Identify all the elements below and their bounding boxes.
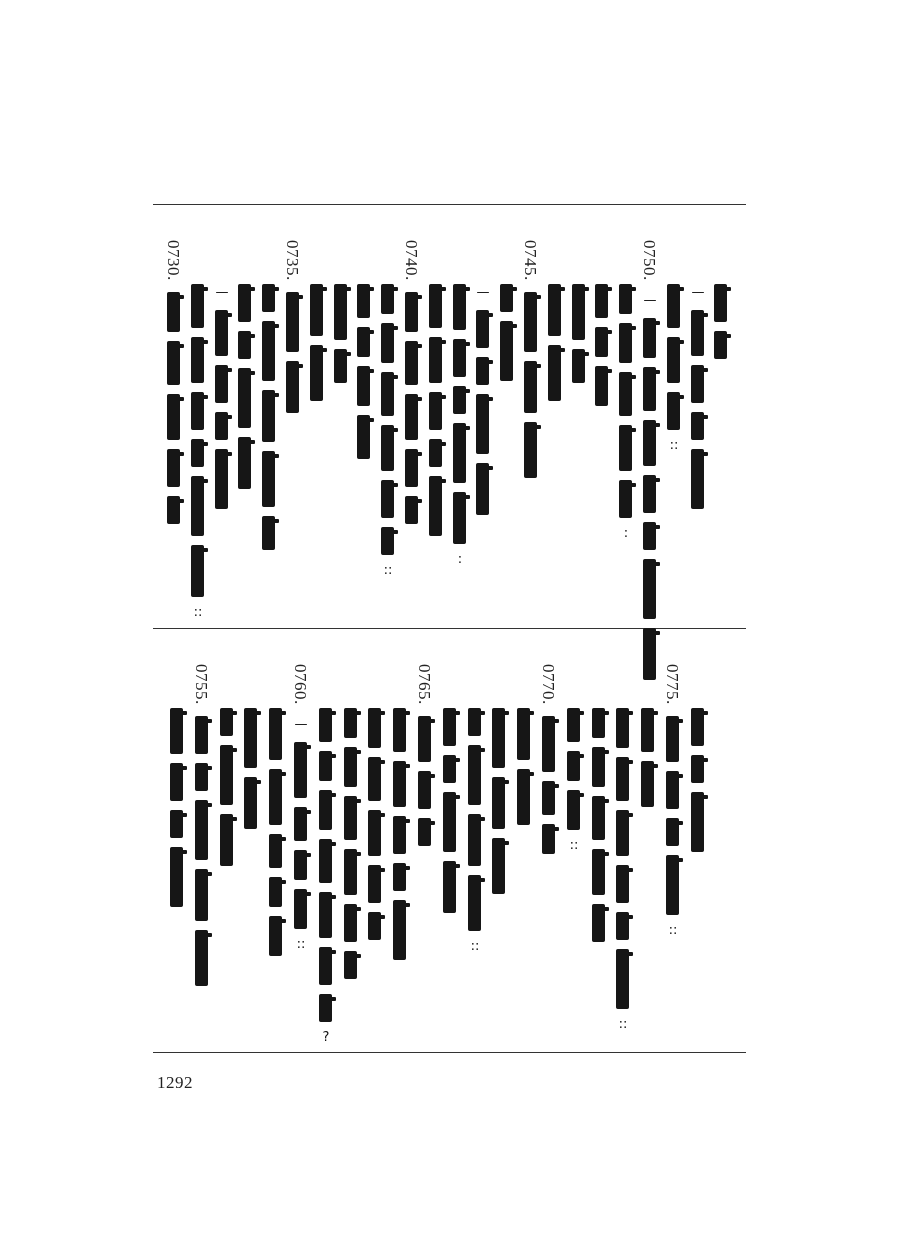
mongolian-word-glyph [170, 847, 183, 907]
mongolian-word-glyph [381, 425, 394, 471]
mongolian-word-glyph [643, 522, 656, 550]
mongolian-word-glyph [476, 394, 489, 454]
mongolian-word-glyph [262, 516, 275, 550]
mongolian-word-glyph [592, 708, 605, 738]
text-column [257, 240, 281, 640]
mongolian-word-glyph [691, 449, 704, 509]
question-mark: ? [322, 1030, 330, 1045]
mongolian-word-glyph [500, 321, 513, 381]
mongolian-word-glyph [368, 708, 381, 748]
mongolian-word-glyph [215, 412, 228, 440]
mongolian-word-glyph [195, 763, 208, 791]
mongolian-word-glyph [418, 771, 431, 809]
text-column [329, 240, 353, 640]
mongolian-word-glyph [167, 292, 180, 332]
mongolian-word-glyph [215, 449, 228, 509]
mongolian-word-glyph [476, 357, 489, 385]
text-column [686, 664, 710, 1064]
mongolian-word-glyph [344, 747, 357, 787]
mongolian-word-glyph [294, 889, 307, 929]
text-column [590, 240, 614, 640]
text-column [614, 240, 638, 640]
mongolian-word-glyph [666, 771, 679, 809]
punctuation-mark: :: [669, 438, 679, 453]
mongolian-word-glyph [238, 331, 251, 359]
text-column [190, 664, 214, 1064]
text-column [587, 664, 611, 1064]
mongolian-word-glyph [468, 745, 481, 805]
text-column [438, 664, 462, 1064]
mongolian-word-glyph [269, 708, 282, 760]
mongolian-word-glyph [238, 368, 251, 428]
mongolian-word-glyph [393, 761, 406, 807]
mongolian-word-glyph [244, 708, 257, 768]
text-column [352, 240, 376, 640]
mongolian-word-glyph [310, 284, 323, 336]
mongolian-word-glyph [319, 892, 332, 938]
punctuation-mark: :: [296, 937, 306, 952]
mongolian-word-glyph [643, 420, 656, 466]
mongolian-word-glyph [643, 318, 656, 358]
page-number: 1292 [157, 1073, 193, 1092]
mongolian-word-glyph [368, 865, 381, 903]
mongolian-word-glyph [691, 792, 704, 852]
mongolian-word-glyph [195, 930, 208, 986]
mongolian-word-glyph [418, 716, 431, 762]
mongolian-word-glyph [492, 777, 505, 829]
text-column [537, 664, 561, 1064]
mongolian-word-glyph [542, 781, 555, 815]
mongolian-word-glyph [691, 310, 704, 356]
mongolian-word-glyph [542, 824, 555, 854]
mongolian-word-glyph [262, 284, 275, 312]
mongolian-word-glyph [595, 366, 608, 406]
text-column [210, 240, 234, 640]
mongolian-word-glyph [393, 900, 406, 960]
mongolian-word-glyph [195, 716, 208, 754]
mongolian-word-glyph [453, 386, 466, 414]
mongolian-word-glyph [344, 951, 357, 979]
mongolian-word-glyph [405, 394, 418, 440]
mongolian-word-glyph [310, 345, 323, 401]
mongolian-word-glyph [319, 790, 332, 830]
mongolian-word-glyph [492, 838, 505, 894]
mongolian-word-glyph [393, 816, 406, 854]
mongolian-word-glyph [319, 839, 332, 883]
text-column [314, 664, 338, 1064]
text-column [463, 664, 487, 1064]
mongolian-word-glyph [269, 916, 282, 956]
text-column [448, 240, 472, 640]
mongolian-word-glyph [368, 757, 381, 801]
mongolian-word-glyph [294, 742, 307, 798]
punctuation-mark: : [457, 552, 463, 567]
mongolian-word-glyph [524, 361, 537, 413]
mongolian-word-glyph [262, 451, 275, 507]
mongolian-word-glyph [643, 475, 656, 513]
mongolian-word-glyph [572, 349, 585, 383]
mongolian-word-glyph [714, 331, 727, 359]
mongolian-word-glyph [616, 949, 629, 1009]
mongolian-word-glyph [334, 349, 347, 383]
mongolian-word-glyph [429, 476, 442, 536]
entry-number: 0770. [539, 664, 558, 705]
mongolian-word-glyph [572, 284, 585, 340]
mongolian-word-glyph [592, 904, 605, 942]
mongolian-word-glyph [667, 392, 680, 430]
mongolian-word-glyph [641, 708, 654, 752]
mongolian-word-glyph [357, 366, 370, 406]
text-column [662, 240, 686, 640]
mongolian-word-glyph [344, 904, 357, 942]
mongolian-word-glyph [542, 716, 555, 772]
mongolian-word-glyph [167, 496, 180, 524]
mongolian-word-glyph [262, 321, 275, 381]
mongolian-word-glyph [567, 751, 580, 781]
mongolian-word-glyph [344, 708, 357, 738]
text-column [543, 240, 567, 640]
punctuation-mark: :: [668, 923, 678, 938]
mongolian-word-glyph [429, 439, 442, 467]
mongolian-word-glyph [319, 708, 332, 742]
mongolian-word-glyph [405, 341, 418, 385]
text-column [339, 664, 363, 1064]
mongolian-word-glyph [691, 755, 704, 783]
entry-number: 0730. [164, 240, 183, 281]
punctuation-mark: :: [470, 939, 480, 954]
mongolian-word-glyph [170, 708, 183, 754]
text-column [233, 240, 257, 640]
mongolian-word-glyph [381, 480, 394, 518]
mongolian-word-glyph [595, 284, 608, 318]
mongolian-word-glyph [517, 769, 530, 825]
text-column [519, 240, 543, 640]
mongolian-word-glyph [294, 807, 307, 841]
mongolian-word-glyph [429, 284, 442, 328]
mongolian-word-glyph [616, 912, 629, 940]
mongolian-word-glyph [619, 480, 632, 518]
mongolian-word-glyph [191, 392, 204, 430]
entry-number: 0745. [521, 240, 540, 281]
top-rule [153, 204, 746, 205]
mongolian-word-glyph [616, 810, 629, 856]
mongolian-word-glyph [517, 708, 530, 760]
mongolian-word-glyph [691, 708, 704, 746]
mongolian-word-glyph [381, 284, 394, 314]
entry-number: 0740. [402, 240, 421, 281]
text-column [162, 240, 186, 640]
punctuation-mark: :: [569, 838, 579, 853]
dash-mark: — [643, 293, 657, 308]
mongolian-word-glyph [269, 834, 282, 868]
mongolian-word-glyph [667, 284, 680, 328]
mongolian-word-glyph [262, 390, 275, 442]
mongolian-word-glyph [524, 292, 537, 352]
punctuation-mark: :: [383, 563, 393, 578]
text-column [400, 240, 424, 640]
mongolian-word-glyph [381, 527, 394, 555]
mongolian-word-glyph [357, 284, 370, 318]
mongolian-word-glyph [170, 810, 183, 838]
mongolian-word-glyph [220, 745, 233, 805]
mongolian-word-glyph [319, 751, 332, 781]
mongolian-word-glyph [619, 425, 632, 471]
text-column [215, 664, 239, 1064]
mongolian-word-glyph [616, 865, 629, 903]
text-column [376, 240, 400, 640]
mongolian-word-glyph [334, 284, 347, 340]
dash-mark: — [476, 285, 490, 300]
mongolian-word-glyph [468, 814, 481, 866]
text-column [363, 664, 387, 1064]
mongolian-word-glyph [244, 777, 257, 829]
mongolian-word-glyph [191, 284, 204, 328]
text-column [562, 664, 586, 1064]
mongolian-word-glyph [595, 327, 608, 357]
mongolian-word-glyph [619, 323, 632, 363]
mongolian-word-glyph [453, 492, 466, 544]
mongolian-word-glyph [191, 545, 204, 597]
mongolian-word-glyph [381, 372, 394, 416]
mongolian-word-glyph [238, 437, 251, 489]
text-column [388, 664, 412, 1064]
mongolian-word-glyph [616, 757, 629, 801]
mongolian-word-glyph [167, 449, 180, 487]
text-column [611, 664, 635, 1064]
mongolian-word-glyph [714, 284, 727, 322]
mongolian-word-glyph [319, 947, 332, 985]
text-column [636, 664, 660, 1064]
mongolian-word-glyph [666, 716, 679, 762]
entry-number: 0760. [291, 664, 310, 705]
text-column [305, 240, 329, 640]
mongolian-word-glyph [616, 708, 629, 748]
text-column [289, 664, 313, 1064]
mongolian-word-glyph [286, 361, 299, 413]
mongolian-word-glyph [453, 423, 466, 483]
text-column [471, 240, 495, 640]
mongolian-word-glyph [476, 463, 489, 515]
dash-mark: — [691, 285, 705, 300]
text-column [413, 664, 437, 1064]
mongolian-word-glyph [643, 559, 656, 619]
mongolian-word-glyph [453, 284, 466, 330]
mongolian-word-glyph [368, 912, 381, 940]
mongolian-word-glyph [215, 365, 228, 403]
mongolian-word-glyph [294, 850, 307, 880]
text-column [239, 664, 263, 1064]
mongolian-word-glyph [643, 367, 656, 411]
mongolian-word-glyph [619, 284, 632, 314]
text-column [264, 664, 288, 1064]
entry-number: 0775. [663, 664, 682, 705]
entry-number: 0735. [283, 240, 302, 281]
mongolian-word-glyph [269, 877, 282, 907]
punctuation-mark: :: [193, 605, 203, 620]
mongolian-word-glyph [429, 337, 442, 383]
mongolian-word-glyph [667, 337, 680, 383]
mongolian-word-glyph [429, 392, 442, 430]
mongolian-word-glyph [191, 439, 204, 467]
entry-number: 0750. [640, 240, 659, 281]
mongolian-word-glyph [548, 284, 561, 336]
mongolian-word-glyph [269, 769, 282, 825]
mongolian-word-glyph [443, 755, 456, 783]
mongolian-word-glyph [453, 339, 466, 377]
mongolian-word-glyph [238, 284, 251, 322]
text-column [487, 664, 511, 1064]
mongolian-word-glyph [195, 869, 208, 921]
mongolian-word-glyph [619, 372, 632, 416]
mongolian-word-glyph [344, 796, 357, 840]
mongolian-word-glyph [567, 790, 580, 830]
mongolian-word-glyph [393, 708, 406, 752]
text-column [567, 240, 591, 640]
text-column [638, 240, 662, 640]
mongolian-word-glyph [492, 708, 505, 768]
text-column [686, 240, 710, 640]
mongolian-word-glyph [405, 496, 418, 524]
mongolian-word-glyph [170, 763, 183, 801]
mongolian-word-glyph [691, 365, 704, 403]
mongolian-word-glyph [548, 345, 561, 401]
mongolian-word-glyph [567, 708, 580, 742]
mongolian-word-glyph [215, 310, 228, 356]
mongolian-word-glyph [368, 810, 381, 856]
mongolian-word-glyph [405, 292, 418, 332]
text-column [495, 240, 519, 640]
mongolian-word-glyph [357, 415, 370, 459]
mongolian-word-glyph [468, 875, 481, 931]
mongolian-word-glyph [468, 708, 481, 736]
text-column [281, 240, 305, 640]
text-column [165, 664, 189, 1064]
mongolian-word-glyph [592, 747, 605, 787]
mongolian-word-glyph [443, 861, 456, 913]
dash-mark: — [294, 717, 308, 732]
mongolian-word-glyph [592, 849, 605, 895]
mongolian-word-glyph [220, 814, 233, 866]
mongolian-word-glyph [167, 394, 180, 440]
mongolian-word-glyph [319, 994, 332, 1022]
mongolian-word-glyph [393, 863, 406, 891]
mongolian-word-glyph [691, 412, 704, 440]
mongolian-word-glyph [476, 310, 489, 348]
text-column [512, 664, 536, 1064]
mongolian-word-glyph [641, 761, 654, 807]
mongolian-word-glyph [191, 476, 204, 536]
text-column [186, 240, 210, 640]
mongolian-word-glyph [405, 449, 418, 487]
mongolian-word-glyph [666, 855, 679, 915]
mongolian-word-glyph [500, 284, 513, 312]
mongolian-word-glyph [418, 818, 431, 846]
mongolian-word-glyph [195, 800, 208, 860]
entry-number: 0765. [415, 664, 434, 705]
text-column [424, 240, 448, 640]
mongolian-word-glyph [443, 792, 456, 852]
mongolian-word-glyph [191, 337, 204, 383]
mongolian-word-glyph [286, 292, 299, 352]
mongolian-word-glyph [381, 323, 394, 363]
mongolian-word-glyph [220, 708, 233, 736]
dash-mark: — [215, 285, 229, 300]
punctuation-mark: : [623, 526, 629, 541]
text-column [661, 664, 685, 1064]
mongolian-word-glyph [524, 422, 537, 478]
mongolian-word-glyph [357, 327, 370, 357]
mongolian-word-glyph [167, 341, 180, 385]
mongolian-word-glyph [666, 818, 679, 846]
mongolian-word-glyph [344, 849, 357, 895]
mongolian-word-glyph [592, 796, 605, 840]
entry-number: 0755. [192, 664, 211, 705]
punctuation-mark: :: [618, 1017, 628, 1032]
mongolian-word-glyph [443, 708, 456, 746]
text-column [709, 240, 733, 640]
